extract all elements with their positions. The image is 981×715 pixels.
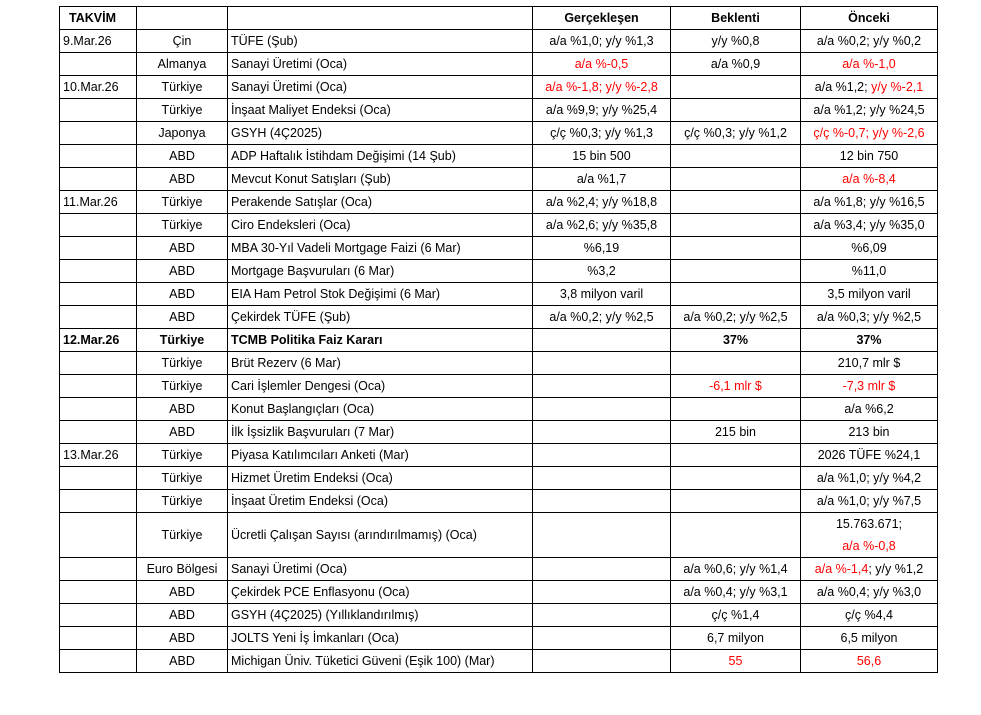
actual-cell	[533, 375, 671, 398]
actual-cell	[533, 604, 671, 627]
previous-cell	[801, 260, 938, 283]
previous-value: a/a %1,2; y/y %24,5	[813, 103, 925, 117]
previous-value: a/a %3,4; y/y %35,0	[813, 218, 925, 232]
previous-value: ç/ç %-0,7; y/y %-2,6	[813, 126, 925, 140]
previous-cell	[801, 191, 938, 214]
table-row	[60, 513, 938, 558]
previous-cell	[801, 421, 938, 444]
event-cell: Perakende Satışlar (Oca)	[228, 191, 533, 214]
table-row	[60, 237, 938, 260]
expected-cell	[671, 375, 801, 398]
date-cell	[60, 352, 137, 375]
expected-cell	[671, 145, 801, 168]
table-row	[60, 352, 938, 375]
previous-value: 12 bin 750	[839, 149, 899, 163]
table-row	[60, 145, 938, 168]
event-cell: MBA 30-Yıl Vadeli Mortgage Faizi (6 Mar)	[228, 237, 533, 260]
expected-value: 55	[728, 654, 743, 668]
expected-cell	[671, 260, 801, 283]
table-row	[60, 168, 938, 191]
actual-cell	[533, 467, 671, 490]
expected-value: a/a %0,2; y/y %2,5	[683, 310, 788, 324]
date-cell	[60, 421, 137, 444]
event-cell: GSYH (4Ç2025) (Yıllıklandırılmış)	[228, 604, 533, 627]
event-cell: Ciro Endeksleri (Oca)	[228, 214, 533, 237]
expected-cell	[671, 237, 801, 260]
date-cell	[60, 214, 137, 237]
date-cell	[60, 260, 137, 283]
table-row	[60, 260, 938, 283]
date-cell: 13.Mar.26	[60, 444, 137, 467]
event-cell: Piyasa Katılımcıları Anketi (Mar)	[228, 444, 533, 467]
previous-cell	[801, 375, 938, 398]
previous-cell	[801, 214, 938, 237]
event-cell: Cari İşlemler Dengesi (Oca)	[228, 375, 533, 398]
date-cell	[60, 306, 137, 329]
country-cell: Türkiye	[137, 352, 228, 375]
previous-cell	[801, 283, 938, 306]
actual-cell	[533, 352, 671, 375]
actual-cell	[533, 444, 671, 467]
actual-cell	[533, 191, 671, 214]
expected-cell	[671, 122, 801, 145]
previous-cell	[801, 237, 938, 260]
actual-value: %3,2	[587, 264, 616, 278]
country-cell: Japonya	[137, 122, 228, 145]
previous-value: ç/ç %4,4	[845, 608, 893, 622]
expected-cell	[671, 214, 801, 237]
event-cell: İnşaat Maliyet Endeksi (Oca)	[228, 99, 533, 122]
country-cell: ABD	[137, 306, 228, 329]
country-cell: ABD	[137, 145, 228, 168]
table-row	[60, 375, 938, 398]
actual-cell	[533, 490, 671, 513]
expected-cell	[671, 53, 801, 76]
table-row	[60, 99, 938, 122]
event-cell: Sanayi Üretimi (Oca)	[228, 76, 533, 99]
header-calendar: TAKVİM	[60, 7, 137, 30]
actual-cell	[533, 237, 671, 260]
previous-cell	[801, 490, 938, 513]
date-cell	[60, 122, 137, 145]
expected-cell	[671, 30, 801, 53]
expected-cell	[671, 581, 801, 604]
country-cell: Türkiye	[137, 490, 228, 513]
previous-value: a/a %-0,8	[842, 539, 896, 553]
event-cell: Sanayi Üretimi (Oca)	[228, 53, 533, 76]
date-cell	[60, 558, 137, 581]
event-cell: TCMB Politika Faiz Kararı	[228, 329, 533, 352]
date-cell	[60, 467, 137, 490]
expected-cell	[671, 99, 801, 122]
country-cell: ABD	[137, 421, 228, 444]
table-row	[60, 398, 938, 421]
country-cell: ABD	[137, 237, 228, 260]
header-event	[228, 7, 533, 30]
expected-cell	[671, 467, 801, 490]
actual-cell	[533, 558, 671, 581]
previous-value: a/a %1,0; y/y %7,5	[816, 494, 922, 508]
economic-calendar-table	[59, 6, 938, 673]
table-row	[60, 214, 938, 237]
previous-cell	[801, 467, 938, 490]
country-cell: ABD	[137, 398, 228, 421]
expected-value: 215 bin	[714, 425, 756, 439]
date-cell	[60, 604, 137, 627]
expected-cell	[671, 306, 801, 329]
expected-cell	[671, 490, 801, 513]
actual-cell	[533, 168, 671, 191]
actual-cell	[533, 306, 671, 329]
previous-cell	[801, 650, 938, 673]
previous-value: a/a %-8,4	[842, 172, 896, 186]
date-cell	[60, 375, 137, 398]
table-row	[60, 283, 938, 306]
previous-value: 6,5 milyon	[840, 631, 898, 645]
expected-cell	[671, 650, 801, 673]
previous-value: a/a %6,2	[844, 402, 894, 416]
table-row	[60, 444, 938, 467]
expected-cell	[671, 627, 801, 650]
table-row	[60, 30, 938, 53]
country-cell: ABD	[137, 627, 228, 650]
expected-value: a/a %0,6; y/y %1,4	[683, 562, 788, 576]
date-cell	[60, 283, 137, 306]
expected-cell	[671, 283, 801, 306]
previous-cell	[801, 558, 938, 581]
actual-value: a/a %-1,8; y/y %-2,8	[545, 80, 658, 94]
expected-cell	[671, 398, 801, 421]
country-cell: Euro Bölgesi	[137, 558, 228, 581]
previous-value: a/a %-1,4	[814, 562, 869, 576]
actual-cell	[533, 329, 671, 352]
previous-cell	[801, 581, 938, 604]
expected-value: 37%	[722, 333, 749, 347]
expected-cell	[671, 421, 801, 444]
table-row	[60, 76, 938, 99]
previous-cell	[801, 398, 938, 421]
previous-cell	[801, 604, 938, 627]
expected-value: ç/ç %1,4	[711, 608, 760, 622]
expected-value: -6,1 mlr $	[709, 379, 762, 393]
event-cell: JOLTS Yeni İş İmkanları (Oca)	[228, 627, 533, 650]
header-row	[60, 7, 938, 30]
date-cell: 12.Mar.26	[60, 329, 137, 352]
previous-cell	[801, 513, 938, 558]
previous-value: a/a %0,4; y/y %3,0	[816, 585, 922, 599]
actual-cell	[533, 145, 671, 168]
table-row	[60, 604, 938, 627]
previous-value: 213 bin	[848, 425, 890, 439]
country-cell: ABD	[137, 581, 228, 604]
previous-value: 210,7 mlr $	[837, 356, 901, 370]
actual-value: a/a %1,7	[576, 172, 627, 186]
actual-cell	[533, 76, 671, 99]
table-row	[60, 306, 938, 329]
actual-value: ç/ç %0,3; y/y %1,3	[550, 126, 653, 140]
date-cell	[60, 398, 137, 421]
date-cell	[60, 168, 137, 191]
previous-value: y/y %-2,1	[871, 80, 924, 94]
actual-cell	[533, 30, 671, 53]
expected-value: y/y %0,8	[711, 34, 760, 48]
expected-cell	[671, 76, 801, 99]
country-cell: ABD	[137, 604, 228, 627]
event-cell: Mortgage Başvuruları (6 Mar)	[228, 260, 533, 283]
expected-cell	[671, 558, 801, 581]
event-cell: Konut Başlangıçları (Oca)	[228, 398, 533, 421]
previous-value: ; y/y %1,2	[868, 562, 924, 576]
date-cell	[60, 490, 137, 513]
expected-value: a/a %0,9	[710, 57, 761, 71]
header-actual: Gerçekleşen	[533, 7, 671, 30]
table-body	[60, 30, 938, 673]
previous-value: a/a %1,8; y/y %16,5	[813, 195, 925, 209]
date-cell	[60, 650, 137, 673]
date-cell: 11.Mar.26	[60, 191, 137, 214]
actual-value: %6,19	[583, 241, 620, 255]
expected-cell	[671, 191, 801, 214]
previous-cell	[801, 329, 938, 352]
previous-value: a/a %-1,0	[842, 57, 896, 71]
table-row	[60, 122, 938, 145]
event-cell: Michigan Üniv. Tüketici Güveni (Eşik 100) (Mar)	[228, 650, 533, 673]
expected-cell	[671, 604, 801, 627]
event-cell: GSYH (4Ç2025)	[228, 122, 533, 145]
country-cell: Türkiye	[137, 444, 228, 467]
country-cell: Türkiye	[137, 76, 228, 99]
country-cell: Türkiye	[137, 329, 228, 352]
previous-cell	[801, 76, 938, 99]
header-previous: Önceki	[801, 7, 938, 30]
previous-value: 56,6	[856, 654, 882, 668]
expected-value: a/a %0,4; y/y %3,1	[683, 585, 788, 599]
expected-value: ç/ç %0,3; y/y %1,2	[684, 126, 787, 140]
previous-cell	[801, 53, 938, 76]
table-row	[60, 53, 938, 76]
previous-value: a/a %0,2; y/y %0,2	[816, 34, 922, 48]
previous-value: 37%	[856, 333, 882, 347]
previous-value: 3,5 milyon varil	[827, 287, 911, 301]
actual-cell	[533, 650, 671, 673]
previous-value: %11,0	[851, 264, 887, 278]
country-cell: Türkiye	[137, 99, 228, 122]
date-cell: 10.Mar.26	[60, 76, 137, 99]
table-row	[60, 191, 938, 214]
expected-cell	[671, 444, 801, 467]
header-country	[137, 7, 228, 30]
actual-cell	[533, 53, 671, 76]
date-cell	[60, 581, 137, 604]
country-cell: ABD	[137, 650, 228, 673]
expected-cell	[671, 329, 801, 352]
previous-cell	[801, 145, 938, 168]
event-cell: Sanayi Üretimi (Oca)	[228, 558, 533, 581]
country-cell: Türkiye	[137, 191, 228, 214]
previous-value: a/a %0,3; y/y %2,5	[816, 310, 922, 324]
event-cell: EIA Ham Petrol Stok Değişimi (6 Mar)	[228, 283, 533, 306]
country-cell: Almanya	[137, 53, 228, 76]
table-row	[60, 650, 938, 673]
date-cell	[60, 145, 137, 168]
previous-value: 15.763.671;	[835, 517, 903, 531]
country-cell: ABD	[137, 260, 228, 283]
event-cell: İnşaat Üretim Endeksi (Oca)	[228, 490, 533, 513]
previous-cell	[801, 122, 938, 145]
previous-cell	[801, 99, 938, 122]
table-row	[60, 558, 938, 581]
event-cell: Brüt Rezerv (6 Mar)	[228, 352, 533, 375]
event-cell: TÜFE (Şub)	[228, 30, 533, 53]
actual-value: 15 bin 500	[572, 149, 631, 163]
event-cell: Çekirdek TÜFE (Şub)	[228, 306, 533, 329]
country-cell: ABD	[137, 168, 228, 191]
expected-cell	[671, 513, 801, 558]
previous-cell	[801, 352, 938, 375]
actual-cell	[533, 398, 671, 421]
actual-cell	[533, 99, 671, 122]
actual-value: a/a %1,0; y/y %1,3	[549, 34, 654, 48]
date-cell	[60, 99, 137, 122]
event-cell: ADP Haftalık İstihdam Değişimi (14 Şub)	[228, 145, 533, 168]
previous-cell	[801, 627, 938, 650]
previous-cell	[801, 30, 938, 53]
actual-value: a/a %2,4; y/y %18,8	[545, 195, 658, 209]
previous-value: a/a %1,2;	[814, 80, 872, 94]
table-row	[60, 467, 938, 490]
event-cell: İlk İşsizlik Başvuruları (7 Mar)	[228, 421, 533, 444]
country-cell: ABD	[137, 283, 228, 306]
previous-value: -7,3 mlr $	[842, 379, 896, 393]
table-row	[60, 421, 938, 444]
header-expected: Beklenti	[671, 7, 801, 30]
actual-cell	[533, 513, 671, 558]
table-row	[60, 490, 938, 513]
country-cell: Türkiye	[137, 214, 228, 237]
previous-cell	[801, 168, 938, 191]
table-row	[60, 329, 938, 352]
date-cell	[60, 627, 137, 650]
previous-value: %6,09	[851, 241, 887, 255]
previous-value: a/a %1,0; y/y %4,2	[816, 471, 922, 485]
actual-value: a/a %2,6; y/y %35,8	[545, 218, 658, 232]
country-cell: Türkiye	[137, 467, 228, 490]
actual-value: a/a %-0,5	[574, 57, 629, 71]
event-cell: Ücretli Çalışan Sayısı (arındırılmamış) (Oca)	[228, 513, 533, 558]
event-cell: Hizmet Üretim Endeksi (Oca)	[228, 467, 533, 490]
expected-value: 6,7 milyon	[707, 631, 764, 645]
actual-cell	[533, 214, 671, 237]
table-row	[60, 581, 938, 604]
actual-value: 3,8 milyon varil	[559, 287, 644, 301]
country-cell: Çin	[137, 30, 228, 53]
actual-value: a/a %0,2; y/y %2,5	[549, 310, 654, 324]
previous-cell	[801, 444, 938, 467]
country-cell: Türkiye	[137, 375, 228, 398]
event-cell: Mevcut Konut Satışları (Şub)	[228, 168, 533, 191]
date-cell	[60, 53, 137, 76]
expected-cell	[671, 168, 801, 191]
actual-cell	[533, 122, 671, 145]
actual-cell	[533, 260, 671, 283]
actual-value: a/a %9,9; y/y %25,4	[545, 103, 658, 117]
date-cell	[60, 513, 137, 558]
expected-cell	[671, 352, 801, 375]
date-cell: 9.Mar.26	[60, 30, 137, 53]
date-cell	[60, 237, 137, 260]
table-row	[60, 627, 938, 650]
actual-cell	[533, 581, 671, 604]
actual-cell	[533, 283, 671, 306]
country-cell: Türkiye	[137, 513, 228, 558]
actual-cell	[533, 627, 671, 650]
event-cell: Çekirdek PCE Enflasyonu (Oca)	[228, 581, 533, 604]
actual-cell	[533, 421, 671, 444]
previous-cell	[801, 306, 938, 329]
previous-value: 2026 TÜFE %24,1	[817, 448, 921, 462]
